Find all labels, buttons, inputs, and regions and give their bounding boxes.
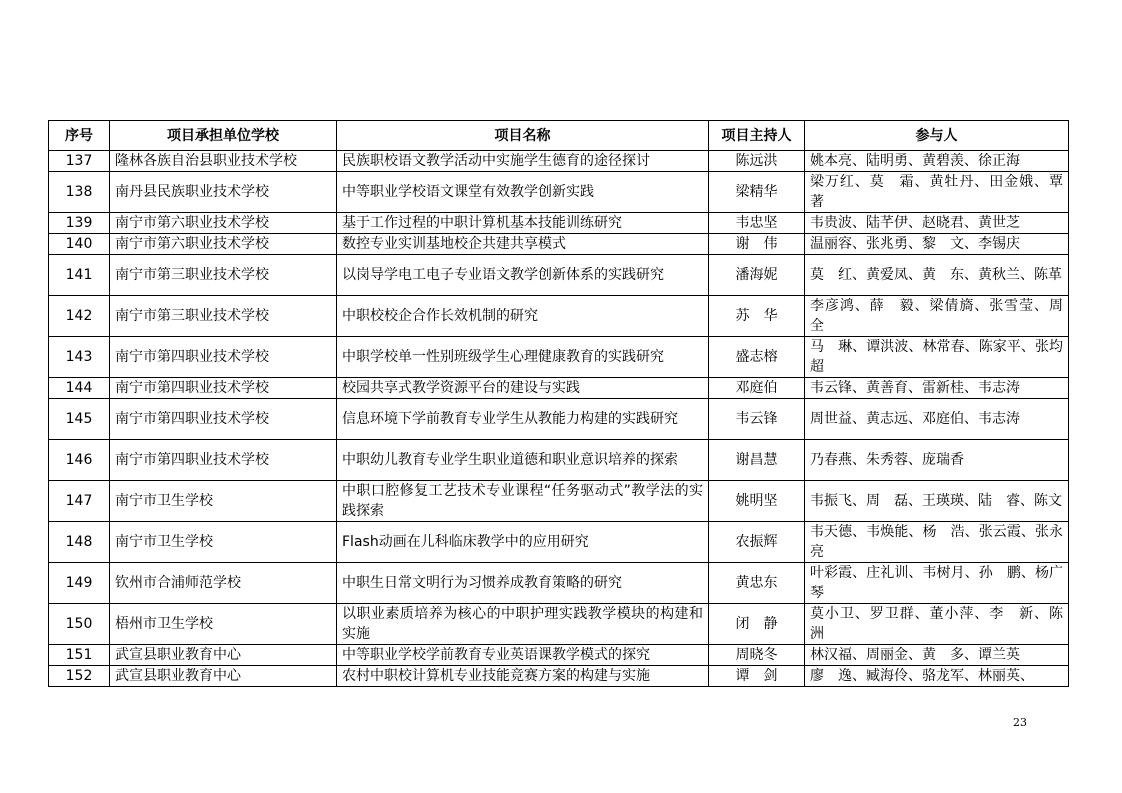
table-row	[49, 440, 1069, 481]
table-row	[49, 213, 1069, 234]
cell-no: 150	[49, 604, 110, 645]
cell-project: Flash动画在儿科临床教学中的应用研究	[337, 522, 709, 563]
cell-project: 中职学校单一性别班级学生心理健康教育的实践研究	[337, 337, 709, 378]
cell-participants: 韦云锋、黄善育、雷新桂、韦志涛	[805, 378, 1069, 399]
cell-no: 138	[49, 172, 110, 213]
cell-participants: 叶彩霞、庄礼训、韦树月、孙 鹏、杨广琴	[805, 563, 1069, 604]
table-row	[49, 151, 1069, 172]
table-row	[49, 172, 1069, 213]
cell-participants: 乃春燕、朱秀蓉、庞瑞香	[805, 440, 1069, 481]
cell-participants: 姚本亮、陆明勇、黄碧羡、徐正海	[805, 151, 1069, 172]
cell-unit: 武宣县职业教育中心	[110, 645, 337, 666]
cell-host: 周晓冬	[709, 645, 805, 666]
cell-project: 中等职业学校语文课堂有效教学创新实践	[337, 172, 709, 213]
cell-no: 149	[49, 563, 110, 604]
cell-host: 韦云锋	[709, 399, 805, 440]
cell-no: 143	[49, 337, 110, 378]
cell-participants: 莫 红、黄爱凤、黄 东、黄秋兰、陈革	[805, 255, 1069, 296]
cell-unit: 南宁市第四职业技术学校	[110, 440, 337, 481]
cell-project: 以职业素质培养为核心的中职护理实践教学模块的构建和实施	[337, 604, 709, 645]
table-body	[49, 151, 1077, 687]
cell-participants: 韦贵波、陆芊伊、赵晓君、黄世芝	[805, 213, 1069, 234]
cell-no: 152	[49, 666, 110, 687]
table-row	[49, 645, 1069, 666]
cell-unit: 钦州市合浦师范学校	[110, 563, 337, 604]
table-row	[49, 481, 1069, 522]
cell-unit: 南宁市卫生学校	[110, 522, 337, 563]
cell-no: 140	[49, 234, 110, 255]
cell-participants: 韦天德、韦焕能、杨 浩、张云霞、张永亮	[805, 522, 1069, 563]
cell-unit: 南宁市第四职业技术学校	[110, 399, 337, 440]
header-unit: 项目承担单位学校	[110, 121, 337, 151]
cell-project: 校园共享式教学资源平台的建设与实践	[337, 378, 709, 399]
cell-no: 139	[49, 213, 110, 234]
cell-host: 苏 华	[709, 296, 805, 337]
cell-participants: 莫小卫、罗卫群、董小萍、李 新、陈 洲	[805, 604, 1069, 645]
cell-project: 中职校校企合作长效机制的研究	[337, 296, 709, 337]
cell-participants: 马 琳、谭洪波、林常春、陈家平、张均超	[805, 337, 1069, 378]
cell-unit: 南丹县民族职业技术学校	[110, 172, 337, 213]
table-row	[49, 296, 1069, 337]
table-row	[49, 399, 1069, 440]
cell-no: 137	[49, 151, 110, 172]
header-host: 项目主持人	[709, 121, 805, 151]
cell-project: 农村中职校计算机专业技能竞赛方案的构建与实施	[337, 666, 709, 687]
cell-no: 141	[49, 255, 110, 296]
cell-host: 潘海妮	[709, 255, 805, 296]
cell-unit: 南宁市第三职业技术学校	[110, 296, 337, 337]
header-participants: 参与人	[805, 121, 1069, 151]
cell-project: 中等职业学校学前教育专业英语课教学模式的探究	[337, 645, 709, 666]
cell-unit: 南宁市第三职业技术学校	[110, 255, 337, 296]
cell-project: 信息环境下学前教育专业学生从教能力构建的实践研究	[337, 399, 709, 440]
projects-table	[48, 120, 1077, 687]
cell-host: 农振辉	[709, 522, 805, 563]
cell-host: 陈远洪	[709, 151, 805, 172]
cell-host: 姚明坚	[709, 481, 805, 522]
cell-project: 基于工作过程的中职计算机基本技能训练研究	[337, 213, 709, 234]
table-row	[49, 234, 1069, 255]
cell-participants: 廖 逸、臧海伶、骆龙军、林丽英、	[805, 666, 1069, 687]
cell-no: 145	[49, 399, 110, 440]
cell-unit: 南宁市第六职业技术学校	[110, 213, 337, 234]
cell-project: 中职口腔修复工艺技术专业课程“任务驱动式”教学法的实践探索	[337, 481, 709, 522]
cell-project: 中职生日常文明行为习惯养成教育策略的研究	[337, 563, 709, 604]
table-row	[49, 522, 1069, 563]
cell-host: 邓庭伯	[709, 378, 805, 399]
cell-participants: 梁万红、莫 霜、黄牡丹、田金娥、覃 著	[805, 172, 1069, 213]
table-row	[49, 604, 1069, 645]
cell-participants: 温丽容、张兆勇、黎 文、李锡庆	[805, 234, 1069, 255]
cell-no: 147	[49, 481, 110, 522]
cell-unit: 梧州市卫生学校	[110, 604, 337, 645]
cell-unit: 南宁市第四职业技术学校	[110, 337, 337, 378]
cell-participants: 林汉福、周丽金、黄 多、谭兰英	[805, 645, 1069, 666]
cell-host: 谢 伟	[709, 234, 805, 255]
header-no: 序号	[49, 121, 110, 151]
cell-project: 民族职校语文教学活动中实施学生德育的途径探讨	[337, 151, 709, 172]
header-row	[49, 121, 1069, 151]
cell-participants: 李彦鸿、薛 毅、梁倩旖、张雪莹、周 全	[805, 296, 1069, 337]
cell-participants: 韦振飞、周 磊、王瑛瑛、陆 睿、陈文	[805, 481, 1069, 522]
cell-no: 146	[49, 440, 110, 481]
cell-host: 谢昌慧	[709, 440, 805, 481]
cell-host: 闭 静	[709, 604, 805, 645]
cell-no: 144	[49, 378, 110, 399]
table-row	[49, 563, 1069, 604]
cell-unit: 南宁市第六职业技术学校	[110, 234, 337, 255]
cell-project: 以岗导学电工电子专业语文教学创新体系的实践研究	[337, 255, 709, 296]
table-row	[49, 666, 1069, 687]
cell-project: 数控专业实训基地校企共建共享模式	[337, 234, 709, 255]
cell-host: 盛志榕	[709, 337, 805, 378]
cell-participants: 周世益、黄志远、邓庭伯、韦志涛	[805, 399, 1069, 440]
cell-unit: 武宣县职业教育中心	[110, 666, 337, 687]
cell-no: 148	[49, 522, 110, 563]
table-row	[49, 255, 1069, 296]
page-number: 23	[1013, 716, 1027, 729]
header-project: 项目名称	[337, 121, 709, 151]
cell-host: 梁精华	[709, 172, 805, 213]
cell-project: 中职幼儿教育专业学生职业道德和职业意识培养的探索	[337, 440, 709, 481]
table-row	[49, 337, 1069, 378]
cell-no: 151	[49, 645, 110, 666]
cell-host: 黄忠东	[709, 563, 805, 604]
cell-host: 韦忠坚	[709, 213, 805, 234]
cell-unit: 南宁市第四职业技术学校	[110, 378, 337, 399]
table-row	[49, 378, 1069, 399]
cell-unit: 南宁市卫生学校	[110, 481, 337, 522]
cell-no: 142	[49, 296, 110, 337]
cell-unit: 隆林各族自治县职业技术学校	[110, 151, 337, 172]
cell-host: 谭 剑	[709, 666, 805, 687]
